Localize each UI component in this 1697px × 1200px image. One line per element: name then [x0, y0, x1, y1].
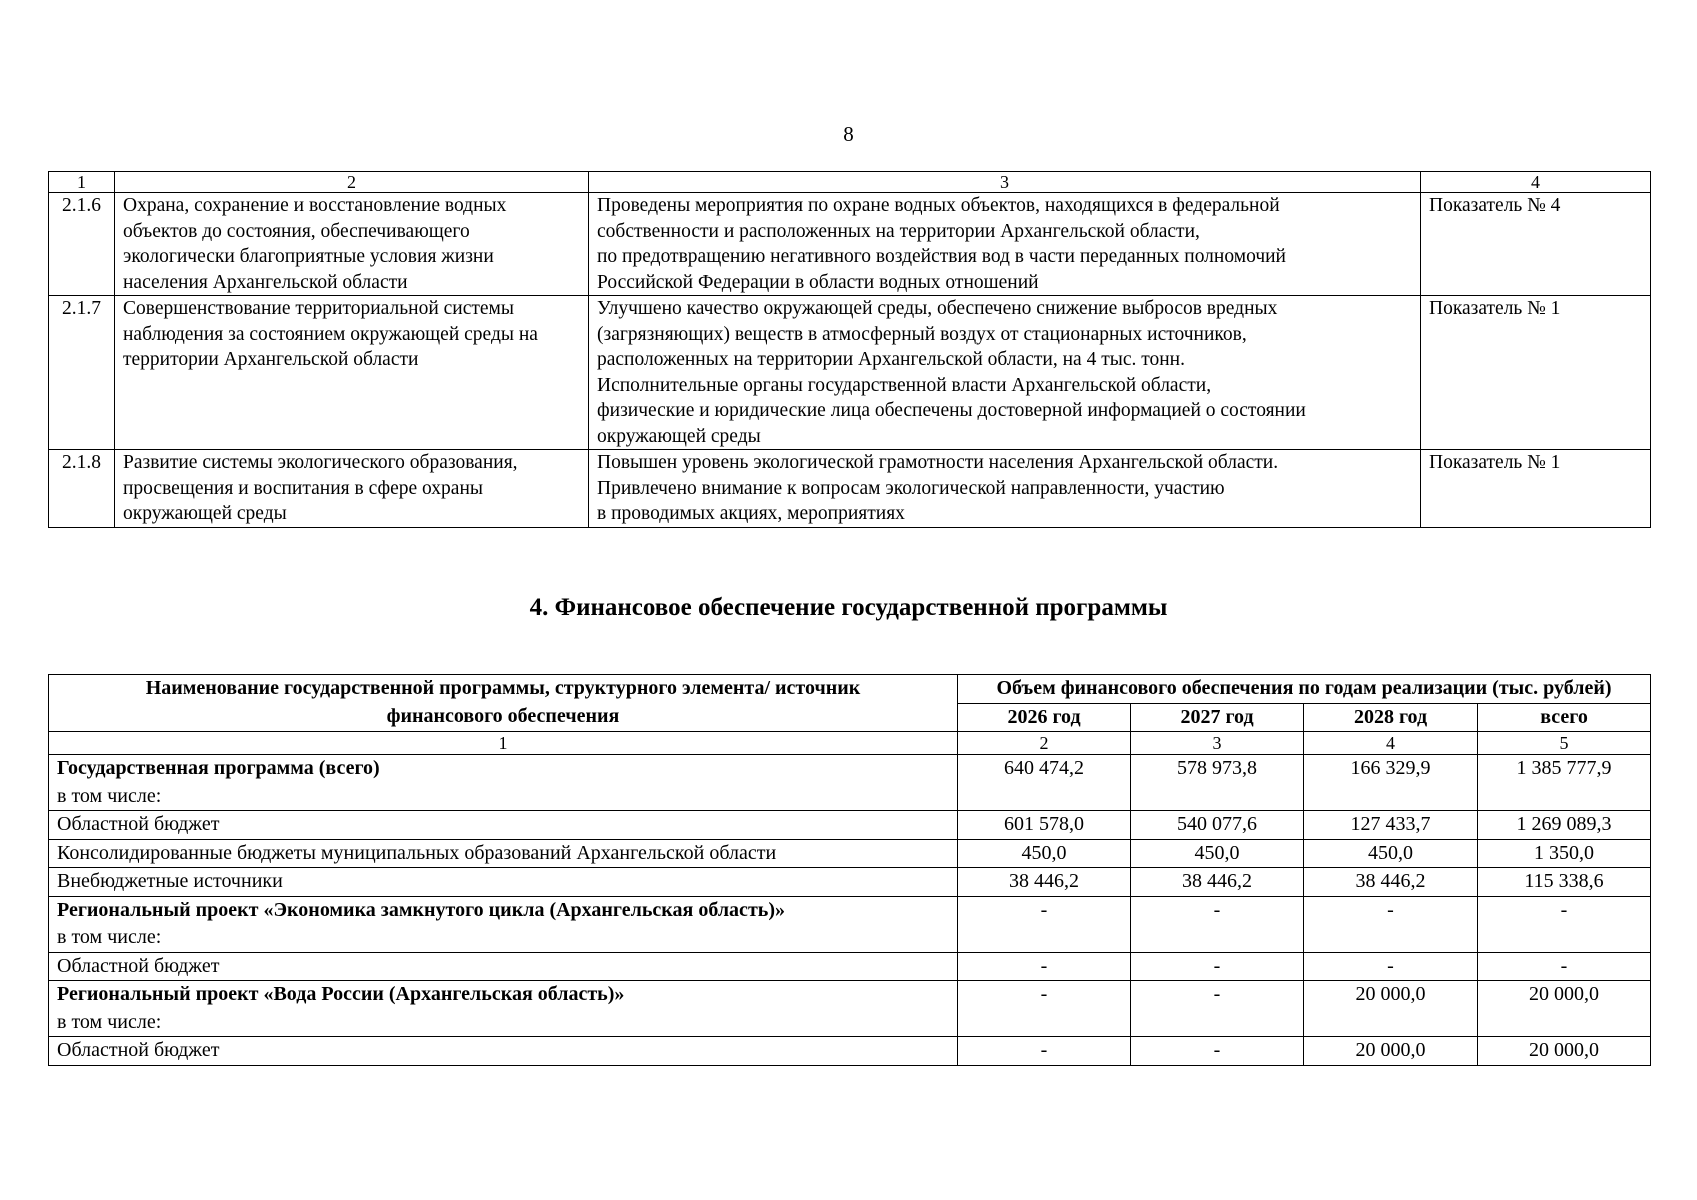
- column-number-header: 2: [115, 172, 589, 193]
- name-column-header: Наименование государственной программы, структурного элемента/ источник финансового обеспечения: [49, 675, 958, 732]
- year-header: 2027 год: [1131, 703, 1304, 732]
- value-cell: 578 973,8: [1131, 755, 1304, 811]
- value-cell: -: [1304, 952, 1478, 981]
- column-number: 3: [1131, 732, 1304, 755]
- value-cell: 127 433,7: [1304, 811, 1478, 840]
- including-label: в том числе:: [57, 926, 162, 948]
- total-header: всего: [1478, 703, 1651, 732]
- value-cell: -: [958, 952, 1131, 981]
- source-name-cell: [49, 755, 958, 811]
- source-name-cell: Консолидированные бюджеты муниципальных образований Архангельской области: [49, 839, 958, 868]
- value-cell: 640 474,2: [958, 755, 1131, 811]
- column-number: 2: [958, 732, 1131, 755]
- source-name-cell: Областной бюджет: [49, 952, 958, 981]
- result-line: Российской Федерации в области водных отношений: [597, 271, 1039, 293]
- result-line: Исполнительные органы государственной власти Архангельской области,: [597, 374, 1212, 396]
- indicator-cell: Показатель № 1: [1421, 450, 1651, 528]
- value-cell: -: [1131, 1037, 1304, 1066]
- value-cell: 166 329,9: [1304, 755, 1478, 811]
- result-line: Проведены мероприятия по охране водных объектов, находящихся в федеральной: [597, 195, 1280, 216]
- result-line: Привлечено внимание к вопросам экологической направленности, участию: [597, 477, 1225, 499]
- result-cell: [589, 450, 1421, 528]
- financing-table: [48, 674, 1651, 1066]
- activities-header-row: [49, 172, 1651, 193]
- column-number-header: 3: [589, 172, 1421, 193]
- page-number: 8: [843, 122, 854, 146]
- result-line: окружающей среды: [597, 425, 761, 447]
- column-number: 1: [49, 732, 958, 755]
- value-cell: -: [1131, 952, 1304, 981]
- value-cell: 450,0: [1131, 839, 1304, 868]
- table-row: [49, 193, 1651, 296]
- table-row: [49, 839, 1651, 868]
- year-header: 2026 год: [958, 703, 1131, 732]
- year-header: 2028 год: [1304, 703, 1478, 732]
- table-row: [49, 755, 1651, 811]
- table-row: [49, 811, 1651, 840]
- value-cell: 38 446,2: [1131, 868, 1304, 897]
- result-line: физические и юридические лица обеспечены достоверной информацией о состоянии: [597, 400, 1306, 421]
- table-row: [49, 868, 1651, 897]
- result-line: расположенных на территории Архангельской области, на 4 тыс. тонн.: [597, 349, 1185, 370]
- total-cell: 20 000,0: [1478, 981, 1651, 1037]
- source-name-cell: [49, 896, 958, 952]
- value-cell: 450,0: [1304, 839, 1478, 868]
- table-row: [49, 1037, 1651, 1066]
- section-title: 4. Финансовое обеспечение государственной программы: [529, 594, 1168, 621]
- program-name: Государственная программа (всего): [57, 757, 380, 779]
- total-cell: -: [1478, 896, 1651, 952]
- result-cell: [589, 193, 1421, 296]
- value-cell: -: [958, 1037, 1131, 1066]
- total-cell: 1 269 089,3: [1478, 811, 1651, 840]
- task-cell: Охрана, сохранение и восстановление водных объектов до состояния, обеспечивающего экологически благоприятные условия жизни населения Архангельской области: [115, 193, 589, 296]
- value-cell: 450,0: [958, 839, 1131, 868]
- result-line: Улучшено качество окружающей среды, обеспечено снижение выбросов вредных: [597, 298, 1278, 319]
- total-cell: 1 350,0: [1478, 839, 1651, 868]
- value-cell: -: [1131, 896, 1304, 952]
- value-cell: 540 077,6: [1131, 811, 1304, 840]
- source-name-cell: Областной бюджет: [49, 811, 958, 840]
- indicator-cell: Показатель № 1: [1421, 296, 1651, 450]
- value-cell: -: [1304, 896, 1478, 952]
- result-line: Повышен уровень экологической грамотности населения Архангельской области.: [597, 452, 1279, 473]
- total-cell: -: [1478, 952, 1651, 981]
- total-cell: 115 338,6: [1478, 868, 1651, 897]
- total-cell: 1 385 777,9: [1478, 755, 1651, 811]
- value-cell: 20 000,0: [1304, 1037, 1478, 1066]
- result-cell: [589, 296, 1421, 450]
- table-row: [49, 981, 1651, 1037]
- item-number: 2.1.6: [49, 193, 115, 296]
- value-cell: 601 578,0: [958, 811, 1131, 840]
- table-row: [49, 896, 1651, 952]
- indicator-cell: Показатель № 4: [1421, 193, 1651, 296]
- column-numbers-row: [49, 732, 1651, 755]
- value-cell: 38 446,2: [1304, 868, 1478, 897]
- table-row: [49, 952, 1651, 981]
- table-row: [49, 296, 1651, 450]
- result-line: в проводимых акциях, мероприятиях: [597, 503, 905, 524]
- including-label: в том числе:: [57, 1010, 162, 1033]
- item-number: 2.1.7: [49, 296, 115, 450]
- column-number-header: 4: [1421, 172, 1651, 193]
- result-line: (загрязняющих) веществ в атмосферный воздух от стационарных источников,: [597, 323, 1247, 345]
- value-cell: -: [1131, 981, 1304, 1037]
- financing-header-row: [49, 675, 1651, 704]
- result-line: по предотвращению негативного воздействия вод в части переданных полномочий: [597, 246, 1286, 267]
- including-label: в том числе:: [57, 784, 162, 807]
- task-cell: Развитие системы экологического образования, просвещения и воспитания в сфере охраны окружающей среды: [115, 450, 589, 528]
- project-name: Региональный проект «Экономика замкнутого цикла (Архангельская область)»: [57, 898, 785, 921]
- column-number: 4: [1304, 732, 1478, 755]
- item-number: 2.1.8: [49, 450, 115, 528]
- column-number: 5: [1478, 732, 1651, 755]
- source-name-cell: Внебюджетные источники: [49, 868, 958, 897]
- value-cell: -: [958, 981, 1131, 1037]
- project-name: Региональный проект «Вода России (Архангельская область)»: [57, 983, 625, 1005]
- volume-column-header: Объем финансового обеспечения по годам реализации (тыс. рублей): [958, 675, 1651, 704]
- column-number-header: 1: [49, 172, 115, 193]
- value-cell: -: [958, 896, 1131, 952]
- activities-table: [48, 171, 1651, 528]
- source-name-cell: Областной бюджет: [49, 1037, 958, 1066]
- result-line: собственности и расположенных на территории Архангельской области,: [597, 220, 1200, 242]
- task-cell: Совершенствование территориальной системы наблюдения за состоянием окружающей среды на территории Архангельской области: [115, 296, 589, 450]
- value-cell: 38 446,2: [958, 868, 1131, 897]
- total-cell: 20 000,0: [1478, 1037, 1651, 1066]
- value-cell: 20 000,0: [1304, 981, 1478, 1037]
- table-row: [49, 450, 1651, 528]
- source-name-cell: [49, 981, 958, 1037]
